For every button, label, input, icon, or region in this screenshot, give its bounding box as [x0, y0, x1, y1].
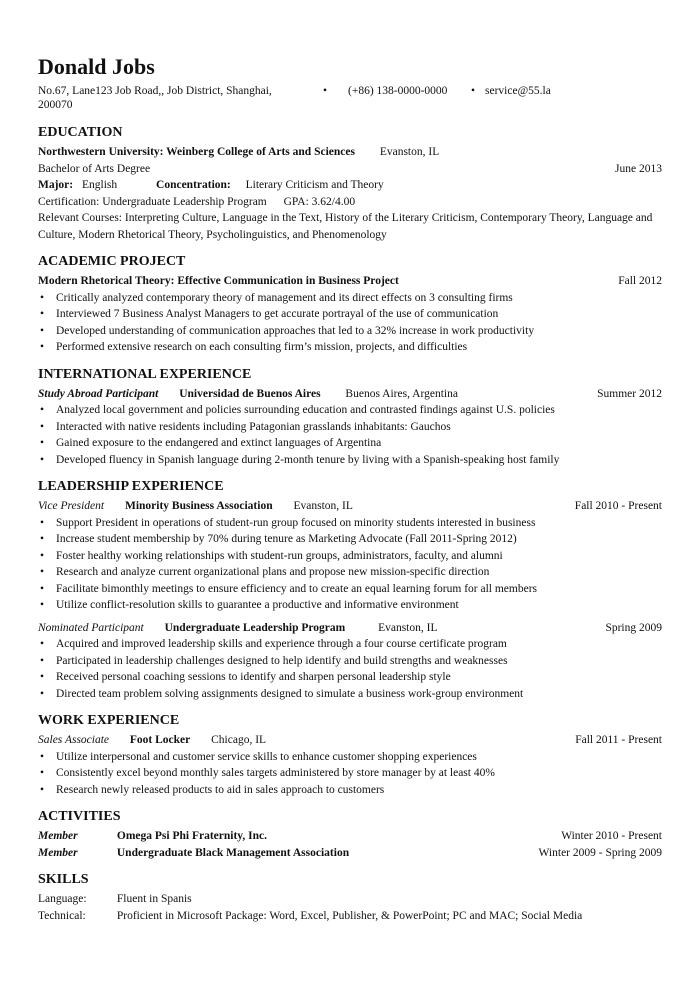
list-item: • Support President in operations of student-run group focused on minority students interested in business [38, 515, 662, 532]
skill-value: Fluent in Spanis [116, 893, 192, 905]
address: No.67, Lane123 Job Road,, Job District, Shanghai, 200070 [38, 85, 272, 111]
section-title: ACADEMIC PROJECT [38, 254, 186, 269]
relevant-courses: Relevant Courses: Interpreting Culture, Language in the Text, History of the Literary Criticism, Contemporary Theory, Language and Culture, Modern Rhetorical Theory, Psycholinguistics, and Phenomenology [38, 212, 653, 241]
section-title: WORK EXPERIENCE [38, 713, 180, 728]
candidate-name: Donald Jobs [38, 54, 155, 79]
location: Chicago, IL [211, 734, 267, 746]
location: Evanston, IL [378, 621, 438, 634]
list-item: • Performed extensive research on each consulting firm’s mission, projects, and difficulties [38, 339, 662, 356]
organization: Foot Locker [129, 734, 191, 746]
resume-page [38, 54, 662, 924]
role: Study Abroad Participant [38, 387, 159, 400]
activity-date: Winter 2010 - Present [561, 830, 662, 842]
list-item: • Participated in leadership challenges designed to help identify and build strengths and weaknesses [38, 653, 662, 670]
skill-value: Proficient in Microsoft Package: Word, Excel, Publisher, & PowerPoint; PC and MAC; Social Media [116, 909, 583, 922]
list-item: • Facilitate bimonthly meetings to ensure efficiency and to create an equal learning forum for all members [38, 581, 662, 598]
activity-role: Member [38, 830, 78, 842]
activity-row [38, 828, 662, 845]
degree-line [38, 161, 662, 178]
section-title: INTERNATIONAL EXPERIENCE [38, 366, 252, 382]
activity-role: Member [38, 846, 78, 859]
major-line [38, 177, 662, 194]
project-name: Modern Rhetorical Theory: Effective Communication in Business Project [38, 275, 399, 287]
activity-date: Winter 2009 - Spring 2009 [538, 846, 662, 859]
project-bullets [38, 290, 662, 356]
major-label: Major: [38, 179, 74, 191]
section-title: SKILLS [38, 872, 89, 887]
concentration: Literary Criticism and Theory [245, 179, 384, 191]
date: Fall 2011 - Present [575, 734, 662, 746]
list-item: • Developed fluency in Spanish language during 2-month tenure by living with a Spanish-speaking host family [38, 452, 662, 469]
list-item: • Received personal coaching sessions to identify and sharpen personal leadership style [38, 669, 662, 686]
list-item: • Consistently excel beyond monthly sales targets administered by store manager by at least 40% [38, 765, 662, 782]
leadership-entry-header [38, 620, 662, 637]
work-header-line [38, 732, 662, 749]
contact-info [38, 84, 662, 114]
work-section [38, 712, 662, 798]
section-title: LEADERSHIP EXPERIENCE [38, 479, 224, 494]
education-school-line [38, 144, 662, 161]
work-bullets [38, 749, 662, 799]
organization: Undergraduate Leadership Program [164, 621, 346, 634]
organization: Universidad de Buenos Aires [179, 387, 321, 400]
skill-label: Language: [38, 893, 87, 905]
skill-row-language [38, 891, 662, 908]
list-item: • Utilize conflict-resolution skills to guarantee a productive and informative environment [38, 597, 662, 614]
skill-row-technical [38, 908, 662, 925]
list-item: • Directed team problem solving assignments designed to simulate a business work-group environment [38, 686, 662, 703]
skills-section [38, 871, 662, 924]
skill-label: Technical: [38, 909, 86, 922]
location: Buenos Aires, Argentina [345, 387, 458, 400]
activity-org: Undergraduate Black Management Association [116, 846, 350, 859]
certification: Certification: Undergraduate Leadership Program [38, 195, 267, 208]
list-item: • Increase student membership by 70% during tenure as Marketing Advocate (Fall 2011-Spring 2012) [38, 531, 662, 548]
international-bullets [38, 402, 662, 468]
academic-section [38, 253, 662, 356]
international-header-line [38, 386, 662, 403]
location: Evanston, IL [293, 500, 353, 512]
international-section [38, 366, 662, 469]
activities-section [38, 808, 662, 861]
separator-dot: • [323, 85, 328, 97]
list-item: • Research newly released products to aid in sales approach to customers [38, 782, 662, 799]
date: Fall 2010 - Present [574, 500, 662, 512]
degree: Bachelor of Arts Degree [38, 162, 151, 175]
role: Vice President [38, 500, 105, 512]
certification-line [38, 194, 662, 211]
school-name: Northwestern University: Weinberg College of Arts and Sciences [38, 146, 355, 158]
leadership-entry-header [38, 498, 662, 515]
school-location: Evanston, IL [379, 146, 440, 158]
project-date: Fall 2012 [618, 275, 662, 287]
activity-row [38, 845, 662, 862]
list-item: • Analyzed local government and policies surrounding education and contrasted findings against U.S. policies [38, 402, 662, 419]
list-item: • Acquired and improved leadership skills and experience through a four course certificate program [38, 636, 662, 653]
phone-number: (+86) 138-0000-0000 [348, 85, 448, 97]
list-item: • Gained exposure to the endangered and extinct languages of Argentina [38, 435, 662, 452]
major: English [82, 179, 118, 191]
section-title: EDUCATION [38, 125, 123, 140]
leadership-bullets [38, 515, 662, 614]
list-item: • Developed understanding of communication approaches that led to a 32% increase in work productivity [38, 323, 662, 340]
date: Summer 2012 [597, 387, 662, 400]
project-line [38, 273, 662, 290]
email-address: service@55.la [485, 85, 551, 97]
list-item: • Utilize interpersonal and customer service skills to enhance customer shopping experiences [38, 749, 662, 766]
date: Spring 2009 [605, 621, 662, 634]
section-title: ACTIVITIES [38, 809, 121, 824]
activity-org: Omega Psi Phi Fraternity, Inc. [116, 830, 267, 842]
concentration-label: Concentration: [156, 179, 231, 191]
list-item: • Critically analyzed contemporary theory of management and its direct effects on 3 consulting firms [38, 290, 662, 307]
leadership-bullets [38, 636, 662, 702]
education-section [38, 124, 662, 243]
gpa: GPA: 3.62/4.00 [283, 195, 356, 208]
separator-dot: • [471, 85, 476, 97]
graduation-date: June 2013 [615, 162, 662, 175]
organization: Minority Business Association [124, 500, 273, 512]
list-item: • Research and analyze current organizational plans and propose new mission-specific direction [38, 564, 662, 581]
role: Sales Associate [38, 734, 110, 746]
list-item: • Interacted with native residents including Patagonian grasslands inhabitants: Gauchos [38, 419, 662, 436]
leadership-section [38, 478, 662, 702]
list-item: • Foster healthy working relationships with student-run groups, administrators, faculty, and alumni [38, 548, 662, 565]
list-item: • Interviewed 7 Business Analyst Managers to get accurate portrayal of the use of communication [38, 306, 662, 323]
role: Nominated Participant [38, 621, 144, 634]
